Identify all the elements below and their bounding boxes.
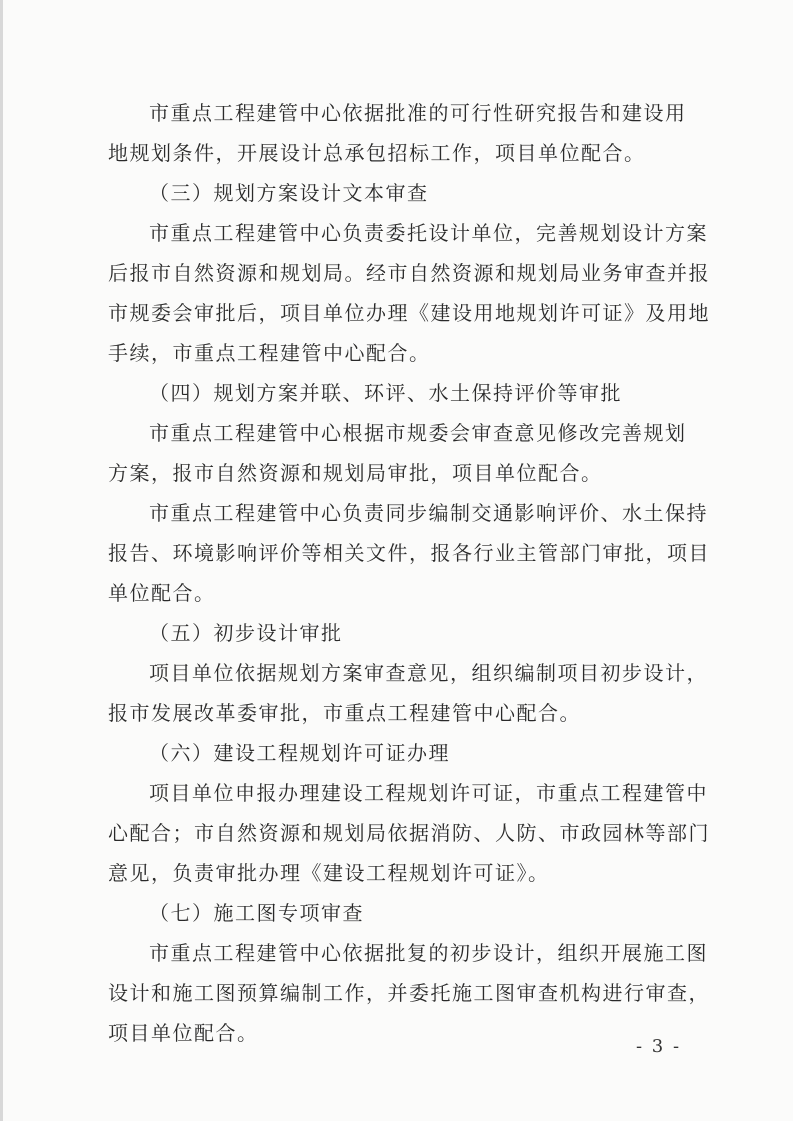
paragraph-line: 市重点工程建管中心负责委托设计单位，完善规划设计方案 <box>149 221 708 245</box>
paragraph-line: 市重点工程建管中心负责同步编制交通影响评价、水土保持 <box>149 501 708 525</box>
document-body <box>108 93 710 1053</box>
page-number: - 3 - <box>636 1036 682 1057</box>
paragraph-line: 报告、环境影响评价等相关文件，报各行业主管部门审批，项目 <box>108 541 710 565</box>
paragraph-line: 后报市自然资源和规划局。经市自然资源和规划局业务审查并报 <box>108 261 710 285</box>
paragraph-line: 单位配合。 <box>108 581 216 605</box>
paragraph-line: 方案，报市自然资源和规划局审批，项目单位配合。 <box>108 461 603 485</box>
section-heading-4: （四）规划方案并联、环评、水土保持评价等审批 <box>149 381 622 405</box>
section-heading-3: （三）规划方案设计文本审查 <box>149 181 429 205</box>
page-edge-shadow <box>0 0 3 1121</box>
section-heading-6: （六）建设工程规划许可证办理 <box>149 741 450 765</box>
paragraph-line: 设计和施工图预算编制工作，并委托施工图审查机构进行审查， <box>108 981 710 1005</box>
section-heading-5: （五）初步设计审批 <box>149 621 343 645</box>
paragraph-line: 市规委会审批后，项目单位办理《建设用地规划许可证》及用地 <box>108 301 710 325</box>
paragraph-line: 报市发展改革委审批，市重点工程建管中心配合。 <box>108 701 581 725</box>
paragraph-line: 市重点工程建管中心依据批复的初步设计，组织开展施工图 <box>149 941 708 965</box>
paragraph-line: 市重点工程建管中心根据市规委会审查意见修改完善规划 <box>149 421 687 445</box>
paragraph-line: 手续，市重点工程建管中心配合。 <box>108 341 431 365</box>
paragraph-line: 意见，负责审批办理《建设工程规划许可证》。 <box>108 861 550 885</box>
paragraph-line: 项目单位配合。 <box>108 1021 259 1045</box>
paragraph-line: 地规划条件，开展设计总承包招标工作，项目单位配合。 <box>108 141 646 165</box>
paragraph-line: 心配合；市自然资源和规划局依据消防、人防、市政园林等部门 <box>108 821 710 845</box>
paragraph-line: 市重点工程建管中心依据批准的可行性研究报告和建设用 <box>149 101 687 125</box>
paragraph-line: 项目单位依据规划方案审查意见，组织编制项目初步设计， <box>149 661 708 685</box>
section-heading-7: （七）施工图专项审查 <box>149 901 364 925</box>
paragraph-line: 项目单位申报办理建设工程规划许可证，市重点工程建管中 <box>149 781 708 805</box>
